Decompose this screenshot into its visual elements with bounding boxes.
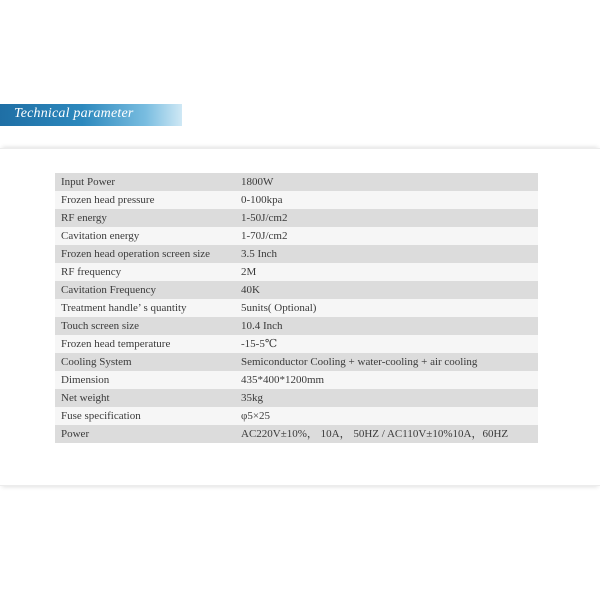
param-value: 1-70J/cm2 — [233, 227, 538, 245]
param-value: φ5×25 — [233, 407, 538, 425]
param-value: 3.5 Inch — [233, 245, 538, 263]
param-value: 35kg — [233, 389, 538, 407]
param-name: Cavitation Frequency — [55, 281, 233, 299]
param-value: 2M — [233, 263, 538, 281]
param-name: RF energy — [55, 209, 233, 227]
param-value: Semiconductor Cooling + water-cooling + air cooling — [233, 353, 538, 371]
param-name: Net weight — [55, 389, 233, 407]
table-row — [55, 209, 538, 227]
param-name: Touch screen size — [55, 317, 233, 335]
param-value: 1-50J/cm2 — [233, 209, 538, 227]
table-row — [55, 245, 538, 263]
param-value: 5units( Optional) — [233, 299, 538, 317]
param-value: 435*400*1200mm — [233, 371, 538, 389]
table-row — [55, 425, 538, 443]
param-name: Cavitation energy — [55, 227, 233, 245]
section-title-band — [0, 104, 182, 126]
table-row — [55, 191, 538, 209]
param-value: -15-5℃ — [233, 335, 538, 353]
param-name: Input Power — [55, 173, 233, 191]
param-name: Frozen head pressure — [55, 191, 233, 209]
spec-table — [55, 173, 538, 443]
table-row — [55, 173, 538, 191]
param-name: Dimension — [55, 371, 233, 389]
table-row — [55, 281, 538, 299]
param-value: 40K — [233, 281, 538, 299]
table-row — [55, 299, 538, 317]
table-row — [55, 389, 538, 407]
param-value: 10.4 Inch — [233, 317, 538, 335]
spec-panel — [0, 148, 600, 486]
section-title: Technical parameter — [14, 106, 134, 121]
param-name: Frozen head operation screen size — [55, 245, 233, 263]
table-row — [55, 371, 538, 389]
param-value: AC220V±10%， 10A， 50HZ / AC110V±10%10A，60HZ — [233, 425, 538, 443]
param-name: Power — [55, 425, 233, 443]
table-row — [55, 335, 538, 353]
param-name: Frozen head temperature — [55, 335, 233, 353]
param-name: Treatment handle’ s quantity — [55, 299, 233, 317]
param-value: 1800W — [233, 173, 538, 191]
table-row — [55, 407, 538, 425]
table-row — [55, 317, 538, 335]
param-name: RF frequency — [55, 263, 233, 281]
table-row — [55, 353, 538, 371]
param-name: Cooling System — [55, 353, 233, 371]
param-value: 0-100kpa — [233, 191, 538, 209]
table-row — [55, 263, 538, 281]
table-row — [55, 227, 538, 245]
param-name: Fuse specification — [55, 407, 233, 425]
